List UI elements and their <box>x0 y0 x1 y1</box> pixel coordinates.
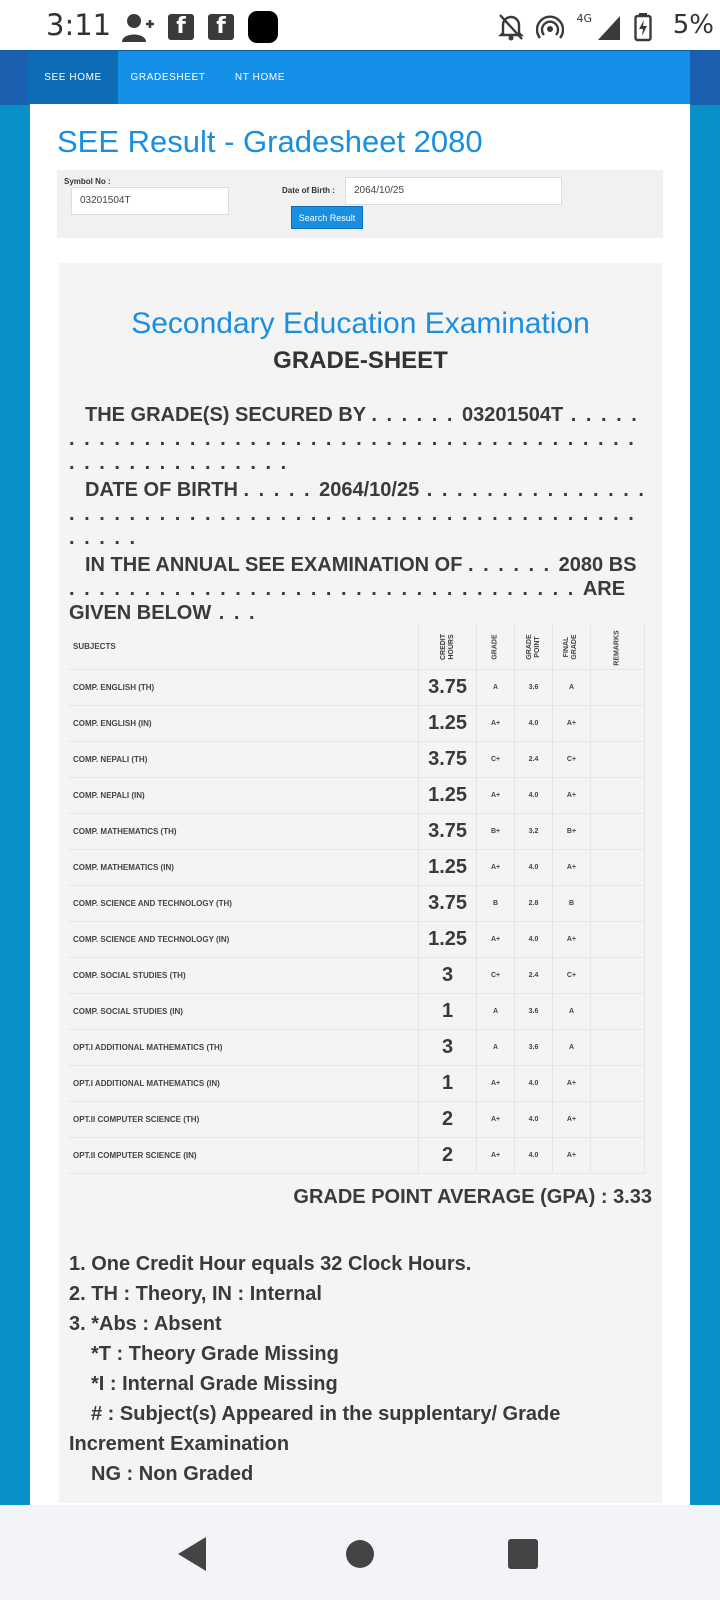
grade-sheet <box>59 263 662 1503</box>
subject-cell: COMP. SCIENCE AND TECHNOLOGY (TH) <box>69 885 419 921</box>
status-time: 3:11 <box>46 8 112 42</box>
grade-cell: A <box>477 993 515 1029</box>
subject-cell: COMP. NEPALI (IN) <box>69 777 419 813</box>
subject-cell: OPT.I ADDITIONAL MATHEMATICS (IN) <box>69 1065 419 1101</box>
facebook-icon: f <box>208 14 234 40</box>
network-type: 4G <box>576 11 592 25</box>
grade-point-cell: 4.0 <box>515 705 553 741</box>
grade-cell: B+ <box>477 813 515 849</box>
table-row <box>69 669 645 705</box>
browser-content <box>0 50 720 1505</box>
grade-cell: B <box>477 885 515 921</box>
credit-hours-cell: 1.25 <box>419 921 477 957</box>
remarks-cell <box>590 813 644 849</box>
credit-hours-cell: 3.75 <box>419 885 477 921</box>
subject-cell: OPT.II COMPUTER SCIENCE (IN) <box>69 1137 419 1173</box>
table-row <box>69 849 645 885</box>
page-title: SEE Result - Gradesheet 2080 <box>57 124 483 159</box>
remarks-cell <box>590 1101 644 1137</box>
credit-hours-cell: 1 <box>419 993 477 1029</box>
grade-point-cell: 4.0 <box>515 1065 553 1101</box>
grade-point-cell: 3.2 <box>515 813 553 849</box>
credit-hours-cell: 1.25 <box>419 777 477 813</box>
credit-hours-cell: 3 <box>419 1029 477 1065</box>
credit-hours-cell: 3.75 <box>419 741 477 777</box>
table-row <box>69 1137 645 1173</box>
table-row <box>69 885 645 921</box>
dob-value: 2064/10/25 <box>319 479 420 501</box>
table-row <box>69 1065 645 1101</box>
grade-cell: C+ <box>477 741 515 777</box>
search-form <box>57 170 663 238</box>
col-credit-hours: CREDIT HOURS <box>419 625 477 669</box>
secured-by-prefix: THE GRADE(S) SECURED BY <box>85 404 366 426</box>
table-row <box>69 705 645 741</box>
nav-see-home[interactable]: SEE HOME <box>28 51 118 105</box>
remarks-cell <box>590 957 644 993</box>
col-grade: GRADE <box>477 625 515 669</box>
credit-hours-cell: 1.25 <box>419 849 477 885</box>
grade-point-cell: 4.0 <box>515 777 553 813</box>
signal-icon <box>596 13 622 41</box>
grade-cell: A <box>477 669 515 705</box>
grade-cell: A+ <box>477 921 515 957</box>
table-row <box>69 813 645 849</box>
battery-percentage: 5% <box>672 10 714 40</box>
subject-cell: COMP. ENGLISH (TH) <box>69 669 419 705</box>
subject-cell: COMP. MATHEMATICS (TH) <box>69 813 419 849</box>
credit-hours-cell: 3.75 <box>419 669 477 705</box>
table-row <box>69 921 645 957</box>
col-final-grade: FINAL GRADE <box>553 625 591 669</box>
exam-year: 2080 BS <box>558 554 637 576</box>
back-icon[interactable] <box>178 1537 206 1571</box>
grade-cell: A <box>477 1029 515 1065</box>
col-grade-point: GRADE POINT <box>515 625 553 669</box>
navbar-edge <box>0 51 28 105</box>
grade-cell: A+ <box>477 1101 515 1137</box>
grade-sheet-title: GRADE-SHEET <box>273 347 448 374</box>
final-grade-cell: A+ <box>553 1065 591 1101</box>
facebook-icon: f <box>168 14 194 40</box>
final-grade-cell: C+ <box>553 741 591 777</box>
gpa-label: GRADE POINT AVERAGE (GPA) : <box>293 1186 608 1208</box>
recent-apps-icon[interactable] <box>508 1539 538 1569</box>
dob-prefix: DATE OF BIRTH <box>85 479 238 501</box>
remarks-cell <box>590 1029 644 1065</box>
notification-icons <box>122 12 278 42</box>
credit-hours-cell: 2 <box>419 1101 477 1137</box>
symbol-label: Symbol No : <box>64 177 111 186</box>
gpa-value: 3.33 <box>613 1186 652 1208</box>
app-notification-icon <box>248 11 278 43</box>
final-grade-cell: A <box>553 1029 591 1065</box>
subject-cell: COMP. ENGLISH (IN) <box>69 705 419 741</box>
grade-cell: A+ <box>477 705 515 741</box>
dob-input[interactable]: 2064/10/25 <box>345 177 562 205</box>
final-grade-cell: A+ <box>553 705 591 741</box>
grade-point-cell: 3.6 <box>515 669 553 705</box>
secured-by-line: THE GRADE(S) SECURED BY . . . . . . 03201504T . . . . . . . . . . . . . . . . . . . . . . . . . . . . . . . . . . . . . . . . . . . . . . . . . . . . . . . . . . <box>69 404 639 474</box>
system-navigation-bar <box>0 1505 720 1600</box>
subject-cell: OPT.I ADDITIONAL MATHEMATICS (TH) <box>69 1029 419 1065</box>
final-grade-cell: A <box>553 993 591 1029</box>
credit-hours-cell: 3 <box>419 957 477 993</box>
final-grade-cell: A+ <box>553 1137 591 1173</box>
hotspot-icon <box>536 13 564 41</box>
grade-cell: A+ <box>477 777 515 813</box>
credit-hours-cell: 2 <box>419 1137 477 1173</box>
add-contact-icon <box>122 12 154 42</box>
search-result-button[interactable]: Search Result <box>291 206 363 229</box>
table-row <box>69 993 645 1029</box>
grade-point-cell: 2.4 <box>515 957 553 993</box>
symbol-input[interactable]: 03201504T <box>71 187 229 215</box>
remarks-cell <box>590 1137 644 1173</box>
grade-cell: A+ <box>477 1065 515 1101</box>
final-grade-cell: A+ <box>553 777 591 813</box>
annual-line: IN THE ANNUAL SEE EXAMINATION OF . . . . . . 2080 BS . . . . . . . . . . . . . . . . . . . . . . . . . . . . . . . . . . ARE GIVEN BELOW . . . <box>69 554 637 624</box>
grade-point-cell: 3.6 <box>515 993 553 1029</box>
table-header-row <box>69 625 645 669</box>
final-grade-cell: A+ <box>553 849 591 885</box>
bell-off-icon <box>498 13 524 41</box>
annual-prefix: IN THE ANNUAL SEE EXAMINATION OF <box>85 554 463 576</box>
col-subjects: SUBJECTS <box>69 625 419 669</box>
table-row <box>69 957 645 993</box>
top-navbar <box>0 50 720 104</box>
final-grade-cell: A+ <box>553 1101 591 1137</box>
credit-hours-cell: 3.75 <box>419 813 477 849</box>
note-item: 2. TH : Theory, IN : Internal <box>69 1283 322 1305</box>
grade-point-cell: 2.8 <box>515 885 553 921</box>
final-grade-cell: B+ <box>553 813 591 849</box>
remarks-cell <box>590 993 644 1029</box>
grade-cell: A+ <box>477 1137 515 1173</box>
col-remarks: REMARKS <box>590 625 644 669</box>
exam-title: Secondary Education Examination <box>131 307 590 340</box>
table-row <box>69 1029 645 1065</box>
note-item: NG : Non Graded <box>91 1463 254 1485</box>
note-item: *I : Internal Grade Missing <box>91 1373 338 1395</box>
credit-hours-cell: 1.25 <box>419 705 477 741</box>
nav-gradesheet[interactable]: GRADESHEET <box>130 72 206 83</box>
grades-table <box>69 625 645 1174</box>
remarks-cell <box>590 1065 644 1101</box>
subject-cell: COMP. SCIENCE AND TECHNOLOGY (IN) <box>69 921 419 957</box>
remarks-cell <box>590 741 644 777</box>
page-container <box>30 104 690 1505</box>
status-bar <box>0 0 720 50</box>
final-grade-cell: C+ <box>553 957 591 993</box>
note-item: Increment Examination <box>69 1433 290 1455</box>
notes-list <box>69 1249 649 1489</box>
subject-cell: COMP. NEPALI (TH) <box>69 741 419 777</box>
nav-nt-home[interactable]: NT HOME <box>234 72 286 83</box>
subject-cell: COMP. SOCIAL STUDIES (IN) <box>69 993 419 1029</box>
symbol-number: 03201504T <box>462 404 564 426</box>
remarks-cell <box>590 777 644 813</box>
remarks-cell <box>590 705 644 741</box>
grade-point-cell: 2.4 <box>515 741 553 777</box>
given-below: ARE GIVEN BELOW <box>69 578 626 624</box>
final-grade-cell: B <box>553 885 591 921</box>
note-item: # : Subject(s) Appeared in the supplentary/ Grade <box>91 1403 561 1425</box>
grade-cell: C+ <box>477 957 515 993</box>
remarks-cell <box>590 921 644 957</box>
table-row <box>69 777 645 813</box>
note-item: *T : Theory Grade Missing <box>91 1343 339 1365</box>
credit-hours-cell: 1 <box>419 1065 477 1101</box>
dob-line: DATE OF BIRTH . . . . . 2064/10/25 . . . . . . . . . . . . . . . . . . . . . . . . . . . . . . . . . . . . . . . . . . . . . . . . . . . . . . . . . . <box>69 479 646 549</box>
grades-body <box>69 669 645 1173</box>
grade-point-cell: 4.0 <box>515 849 553 885</box>
dob-label: Date of Birth : <box>282 186 335 195</box>
remarks-cell <box>590 669 644 705</box>
gpa-line <box>293 1186 652 1209</box>
grade-point-cell: 4.0 <box>515 1137 553 1173</box>
subject-cell: OPT.II COMPUTER SCIENCE (TH) <box>69 1101 419 1137</box>
final-grade-cell: A <box>553 669 591 705</box>
table-row <box>69 1101 645 1137</box>
subject-cell: COMP. SOCIAL STUDIES (TH) <box>69 957 419 993</box>
note-item: 3. *Abs : Absent <box>69 1313 222 1335</box>
table-row <box>69 741 645 777</box>
remarks-cell <box>590 885 644 921</box>
home-icon[interactable] <box>346 1540 374 1568</box>
grade-point-cell: 3.6 <box>515 1029 553 1065</box>
navbar-edge <box>690 51 720 105</box>
final-grade-cell: A+ <box>553 921 591 957</box>
system-icons <box>498 12 652 42</box>
grade-point-cell: 4.0 <box>515 1101 553 1137</box>
grade-point-cell: 4.0 <box>515 921 553 957</box>
subject-cell: COMP. MATHEMATICS (IN) <box>69 849 419 885</box>
grade-cell: A+ <box>477 849 515 885</box>
note-item: 1. One Credit Hour equals 32 Clock Hours. <box>69 1253 472 1275</box>
remarks-cell <box>590 849 644 885</box>
battery-charging-icon <box>634 12 652 42</box>
